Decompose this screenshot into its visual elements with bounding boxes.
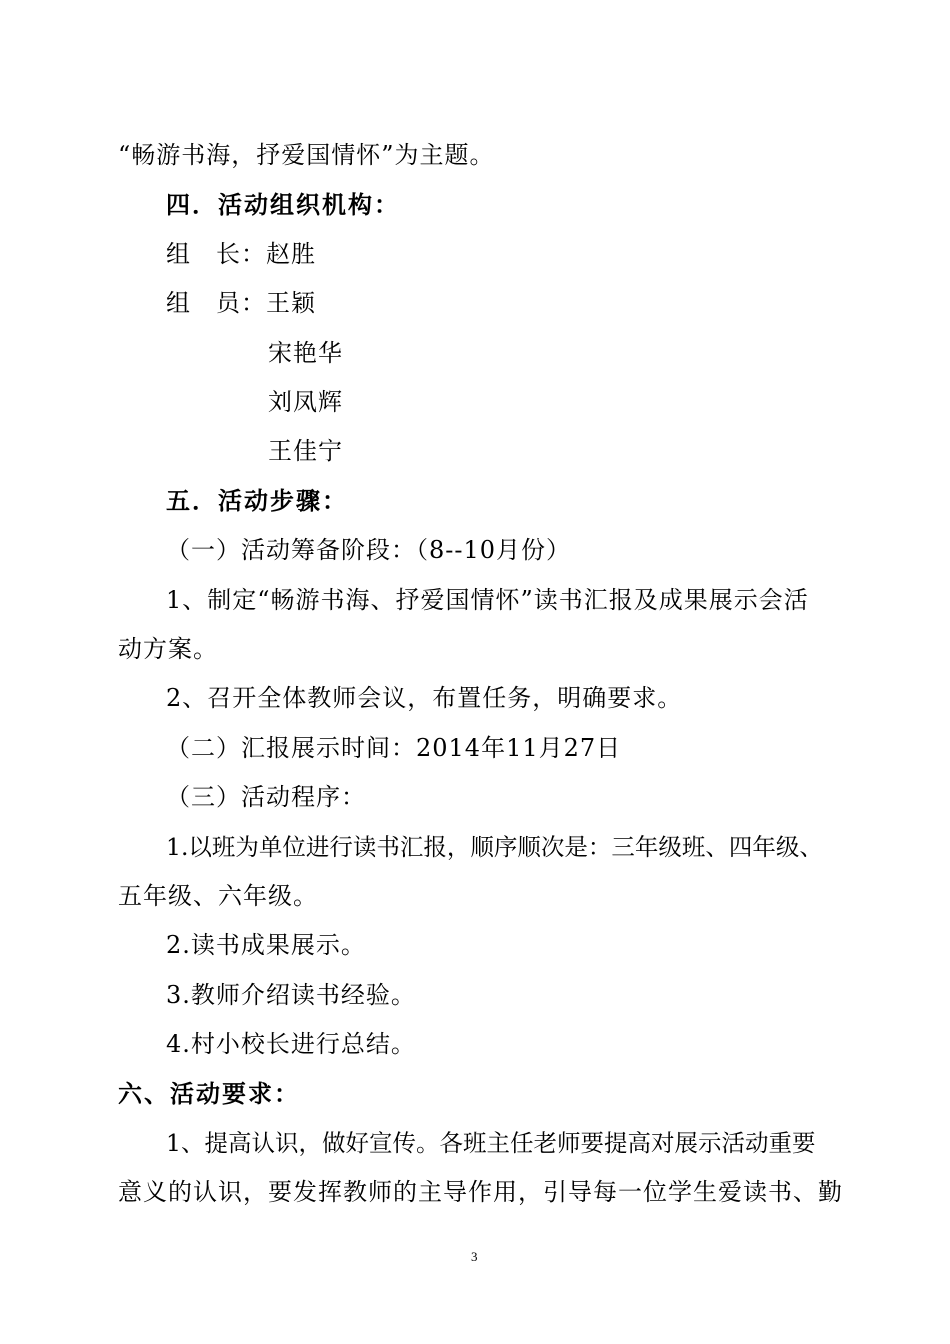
paragraph-line: 1、提高认识，做好宣传。各班主任老师要提高对展示活动重要 <box>166 1129 816 1157</box>
page-number: 3 <box>471 1249 478 1264</box>
member-name: 刘凤辉 <box>268 388 343 416</box>
section-6-heading: 六、活动要求： <box>118 1080 300 1108</box>
paragraph-line: 五年级、六年级。 <box>118 882 318 910</box>
member-name: 宋艳华 <box>268 339 343 367</box>
paragraph-line: 2、召开全体教师会议，布置任务，明确要求。 <box>166 684 683 712</box>
section-4-heading: 四．活动组织机构： <box>166 191 400 219</box>
section-5-heading: 五．活动步骤： <box>166 487 348 515</box>
theme-line: “畅游书海，抒爱国情怀”为主题。 <box>118 141 495 169</box>
paragraph-line: 4.村小校长进行总结。 <box>166 1030 416 1058</box>
group-member-line: 组 员：王颖 <box>166 289 316 317</box>
paragraph-line: 意义的认识，要发挥教师的主导作用，引导每一位学生爱读书、勤 <box>118 1178 843 1206</box>
paragraph-line: 1.以班为单位进行读书汇报，顺序顺次是：三年级班、四年级、 <box>166 833 823 861</box>
subsection-1-heading: （一）活动筹备阶段：（8--10月份） <box>166 536 572 564</box>
paragraph-line: 3.教师介绍读书经验。 <box>166 981 416 1009</box>
group-leader-line: 组 长：赵胜 <box>166 240 316 268</box>
subsection-2-heading: （二）汇报展示时间：2014年11月27日 <box>166 734 622 762</box>
paragraph-line: 动方案。 <box>118 635 218 663</box>
subsection-3-heading: （三）活动程序： <box>166 783 366 811</box>
paragraph-line: 2.读书成果展示。 <box>166 931 366 959</box>
member-name: 王佳宁 <box>268 437 343 465</box>
paragraph-line: 1、制定“畅游书海、抒爱国情怀”读书汇报及成果展示会活 <box>166 586 809 614</box>
